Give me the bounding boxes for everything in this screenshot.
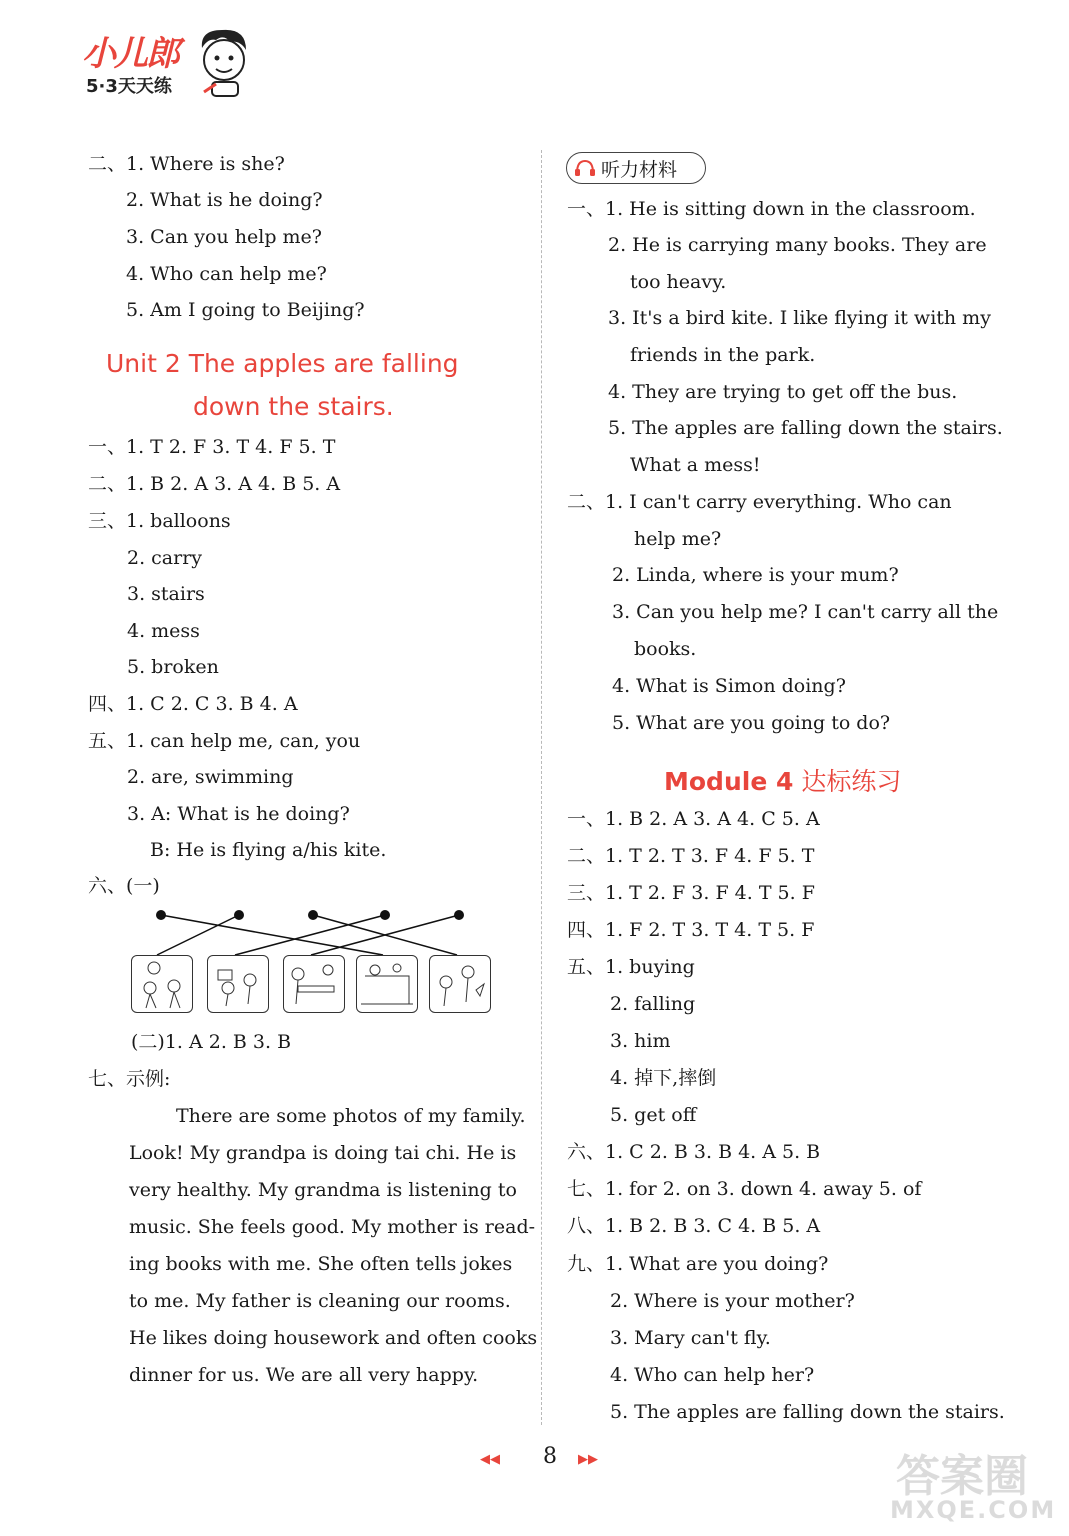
picture-stairs-icon bbox=[356, 955, 418, 1013]
module-answer-line: 2. Where is your mother? bbox=[610, 1290, 855, 1312]
listening-material-tag bbox=[566, 152, 706, 184]
left-sec2-line: 2. What is he doing? bbox=[126, 189, 323, 211]
module-answer-line: 七、1. for 2. on 3. down 4. away 5. of bbox=[567, 1178, 922, 1200]
previous-arrow-icon: ◀◀ bbox=[480, 1452, 500, 1467]
listening-line: 二、1. I can't carry everything. Who can bbox=[567, 491, 952, 513]
headphones-icon bbox=[574, 159, 596, 177]
answer-line: 三、1. balloons bbox=[88, 510, 231, 532]
essay-line: dinner for us. We are all very happy. bbox=[129, 1364, 479, 1386]
essay-line: to me. My father is cleaning our rooms. bbox=[129, 1290, 511, 1312]
essay-line: very healthy. My grandma is listening to bbox=[129, 1179, 517, 1201]
module-answer-line: 二、1. T 2. T 3. F 4. F 5. T bbox=[567, 845, 815, 867]
module-answer-line: 五、1. buying bbox=[567, 956, 695, 978]
unit-title-line1: Unit 2 The apples are falling bbox=[106, 349, 459, 378]
listening-line: 2. Linda, where is your mum? bbox=[612, 564, 899, 586]
listening-line: 4. What is Simon doing? bbox=[612, 675, 846, 697]
answer-line: 3. stairs bbox=[127, 583, 205, 605]
listening-line: 5. The apples are falling down the stairs. bbox=[608, 417, 1003, 439]
left-sec2-line: 5. Am I going to Beijing? bbox=[126, 299, 365, 321]
page-navigation bbox=[470, 1444, 630, 1474]
unit-title-line2: down the stairs. bbox=[193, 392, 394, 421]
watermark-url: MXQE.COM bbox=[890, 1496, 1057, 1524]
module-answer-line: 3. him bbox=[610, 1030, 671, 1052]
listening-line: too heavy. bbox=[630, 271, 727, 293]
column-divider bbox=[541, 150, 542, 1425]
left-sec2-line: 二、1. Where is she? bbox=[88, 153, 285, 175]
module-title: Module 4 达标练习 bbox=[664, 767, 902, 796]
module-answer-line: 六、1. C 2. B 3. B 4. A 5. B bbox=[567, 1141, 821, 1163]
module-answer-line: 4. Who can help her? bbox=[610, 1364, 815, 1386]
answer-line: 4. mess bbox=[127, 620, 200, 642]
listening-line: What a mess! bbox=[630, 454, 761, 476]
watermark-title: 答案圈 bbox=[896, 1451, 1028, 1502]
logo bbox=[82, 26, 262, 106]
listening-line: 5. What are you going to do? bbox=[612, 712, 891, 734]
left-sec2-line: 3. Can you help me? bbox=[126, 226, 322, 248]
answer-line: B: He is flying a/his kite. bbox=[150, 839, 387, 861]
listening-line: friends in the park. bbox=[630, 344, 816, 366]
answer-line: 2. carry bbox=[127, 547, 203, 569]
logo-title: 小儿郎 bbox=[82, 34, 178, 74]
module-answer-line: 四、1. F 2. T 3. T 4. T 5. F bbox=[567, 919, 815, 941]
cartoon-boy-icon bbox=[194, 26, 254, 98]
part7-label: 七、示例: bbox=[88, 1068, 171, 1090]
essay-line: ing books with me. She often tells jokes bbox=[129, 1253, 513, 1275]
listening-line: 2. He is carrying many books. They are bbox=[608, 234, 987, 256]
answer-line: 四、1. C 2. C 3. B 4. A bbox=[88, 693, 298, 715]
essay-line: music. She feels good. My mother is read- bbox=[129, 1216, 536, 1238]
answer-line: 5. broken bbox=[127, 656, 219, 678]
essay-line: Look! My grandpa is doing tai chi. He is bbox=[129, 1142, 517, 1164]
watermark bbox=[890, 1440, 1060, 1530]
module-answer-line: 一、1. B 2. A 3. A 4. C 5. A bbox=[567, 808, 820, 830]
module-answer-line: 4. 掉下,摔倒 bbox=[610, 1067, 717, 1089]
answer-line: 3. A: What is he doing? bbox=[127, 803, 350, 825]
left-sec2-line: 4. Who can help me? bbox=[126, 263, 327, 285]
picture-kite-icon bbox=[429, 955, 491, 1013]
essay-line: There are some photos of my family. bbox=[176, 1105, 526, 1127]
listening-line: 一、1. He is sitting down in the classroom. bbox=[567, 198, 976, 220]
answer-line: 一、1. T 2. F 3. T 4. F 5. T bbox=[88, 436, 336, 458]
page-number: 8 bbox=[543, 1444, 557, 1469]
next-arrow-icon: ▶▶ bbox=[578, 1452, 598, 1467]
module-answer-line: 5. The apples are falling down the stairs. bbox=[610, 1401, 1005, 1423]
part6-answers: (二)1. A 2. B 3. B bbox=[131, 1031, 292, 1053]
module-answer-line: 三、1. T 2. F 3. F 4. T 5. F bbox=[567, 882, 815, 904]
picture-table-tennis-icon bbox=[283, 955, 345, 1013]
module-answer-line: 九、1. What are you doing? bbox=[567, 1253, 829, 1275]
listening-label: 听力材料 bbox=[601, 159, 678, 181]
module-answer-line: 2. falling bbox=[610, 993, 696, 1015]
picture-volleyball-icon bbox=[131, 955, 193, 1013]
module-answer-line: 八、1. B 2. B 3. C 4. B 5. A bbox=[567, 1215, 821, 1237]
answer-line: 六、(一) bbox=[88, 875, 160, 897]
picture-carrying-icon bbox=[207, 955, 269, 1013]
listening-line: 3. Can you help me? I can't carry all the bbox=[612, 601, 999, 623]
logo-subtitle: 5·3天天练 bbox=[86, 76, 172, 97]
listening-line: 4. They are trying to get off the bus. bbox=[608, 381, 958, 403]
listening-line: 3. It's a bird kite. I like flying it with my bbox=[608, 307, 991, 329]
module-answer-line: 3. Mary can't fly. bbox=[610, 1327, 771, 1349]
answer-line: 二、1. B 2. A 3. A 4. B 5. A bbox=[88, 473, 341, 495]
listening-line: books. bbox=[634, 638, 697, 660]
answer-line: 五、1. can help me, can, you bbox=[88, 730, 361, 752]
answer-line: 2. are, swimming bbox=[127, 766, 294, 788]
matching-lines bbox=[127, 905, 477, 961]
essay-line: He likes doing housework and often cooks bbox=[129, 1327, 538, 1349]
module-answer-line: 5. get off bbox=[610, 1104, 697, 1126]
listening-line: help me? bbox=[634, 528, 722, 550]
